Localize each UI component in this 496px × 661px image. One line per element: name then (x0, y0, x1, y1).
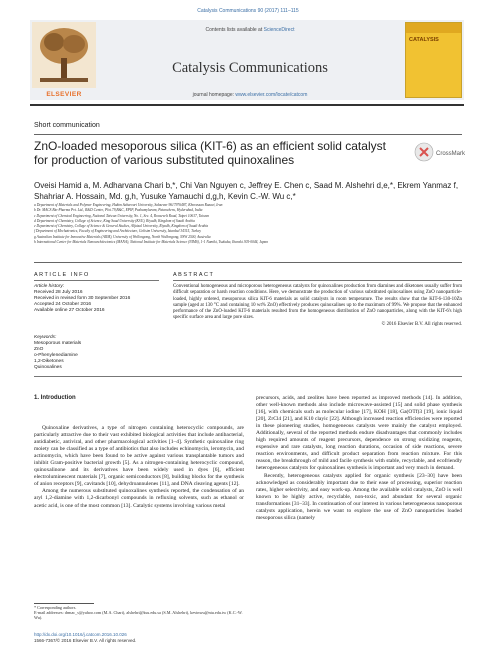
footnotes (34, 605, 244, 621)
keyword: o-Phenylenediamine (34, 353, 78, 358)
paragraph: Quinoxaline derivatives, a type of nitrogen containing heterocyclic compounds, are particularly attractive due to their vast exhibited biological activities that include antibacterial, antidiabetic, antiviral, and other pharmacological activities [1–4]. Synthetic quinoxaline ring moiety can be classified as a type of antibiotics that also includes echinomycin, leromycin, and actinomycin, which have been found to be active against various transplantable tumors and inhibit Gram-positive bacterial growth [5]. As a nitrogen-containing heterocyclic compound, quinoxalinone and its derivatives have been widely used in dyes [6], efficient electroluminescent materials [7], organic semiconductors [8], building blocks for the synthesis of anion receptors [9], cavitands [10], dehydroannulenes [11], and DNA cleaving agents [12]. (34, 425, 244, 488)
article-info-rule (34, 280, 159, 281)
issn-line: 1566-7367/© 2016 Elsevier B.V. All rights reserved. (34, 638, 137, 643)
abstract-text: Conventional homogeneous and microporous heterogeneous catalysts for quinoxalines production from diamines and diketones usually suffer from difficult separation or harsh reaction conditions. Here, we demonstrate the production of various substituted quinoxalines using ZnO nanoparticle-loaded, highly ordered, mesoporous silica KIT-6 materials as solid catalysts in room temperature. The results show that the KIT-6-130-10Zn sample (aged at 130 °C and containing 10 wt% ZnO) effectively produces quinoxalines up to the maximum of 99%. We propose that the enhanced performance of the ZnO-loaded KIT-6 materials resulted from the homogeneous distribution of ZnO nanoparticles, along with the KIT-6's high specific surface area and large pore sizes. (173, 284, 462, 321)
journal-title: Catalysis Communications (172, 60, 328, 76)
sciencedirect-link[interactable]: ScienceDirect (263, 27, 295, 33)
affiliation: h International Center for Materials Nanoarchitectonics (MANA), National Institute for Materials Science (NIMS), 1-1 Namiki, Tsukuba, Ibaraki 305-0044, Japan (34, 240, 268, 245)
cover-band (406, 23, 461, 33)
paragraph: Among the numerous substituted quinoxalines synthesis reported, the condensation of an aryl 1,2-diamine with 1,2-dicarbonyl compounds in refluxing solvents, such as ethanol or acetic acid, is one of the most common [13]. Catalytic systems involving various metal (34, 488, 244, 509)
affiliation: e Department of Chemistry, College of Science & General Studies, Alfaisal University, Riyadh, Kingdom of Saudi Arabia (34, 224, 209, 229)
right-column (256, 395, 462, 522)
keyword: 1,2-Diketones (34, 359, 64, 364)
article-info-heading: ARTICLE INFO (34, 272, 90, 278)
article-type: Short communication (34, 122, 100, 129)
affiliation-rule (34, 262, 462, 263)
received-date: Received 28 July 2016 (34, 290, 83, 295)
abstract-body (173, 284, 462, 328)
publisher-logo-text: ELSEVIER (46, 91, 82, 98)
paragraph: Recently, heterogeneous catalysts applied for organic synthesis [23–30] have been acknowledged as considerably important due to their ease of processing, superior reaction rates, higher selectivity, and easy work-up. Among the available solid catalysts, ZnO is well known to be highly active, recyclable, non-toxic, and abundant for several organic transformations [31–33]. In continuation of our interest in various heterogeneous nanoporous catalysts application, herein we want to explore the use of ZnO nanoparticles loaded mesoporous silica (namely (256, 472, 462, 521)
affiliations (34, 203, 464, 245)
doi-block (34, 632, 244, 644)
contents-prefix: Contents lists available at (205, 27, 264, 33)
article-history (34, 284, 164, 314)
history-label: Article history: (34, 284, 65, 289)
paragraph: precursors, acids, and zeolites have been reported as improved methods [14]. In addition, other well-known methods also include microwave-assisted [15] and solid phase synthesis [16], with chemicals such as molecular iodine [17], KOH [18], Ga(OTf)3 [19], ionic liquid [20], ZrCl4 [21], and K10 clayic [22]. Although increased reaction efficiencies were reported in these pioneering studies, homogeneous catalysts were mainly the catalyst employed. Additionally, several of the reported methods endure disadvantages that commonly includes high required amounts of reagent precursors, dependence on strong oxidizing reagents, expensive and rare catalysts, long reaction durations, occasion of side reactions, severe reaction environments, and difficult product separation from reaction mixture. For this reason, the breakthrough of mild and facile synthesis with stable, recyclable, and ecofriendly heterogeneous catalysts for quinoxalines synthesis is important and very much in demand. (256, 395, 462, 472)
online-date: Available online 27 October 2016 (34, 308, 105, 313)
accepted-date: Accepted 24 October 2016 (34, 302, 92, 307)
corresponding-note: * Corresponding authors. (34, 605, 77, 610)
copyright-notice: © 2016 Elsevier B.V. All rights reserved. (381, 321, 462, 327)
journal-citation[interactable]: Catalysis Communications 90 (2017) 111–115 (197, 8, 299, 14)
crossmark-icon[interactable] (414, 140, 466, 164)
left-column (34, 425, 244, 510)
keyword: Mesoporous materials (34, 341, 82, 346)
affiliation: c Department of Chemical Engineering, National Taiwan University, No. 1, Sec. 4, Roosevelt Road, Taipei 10617, Taiwan (34, 213, 210, 218)
article-title: ZnO-loaded mesoporous silica (KIT-6) as an efficient solid catalyst for production of various substituted quinoxalines (34, 139, 386, 167)
cover-title: CATALYSIS (409, 37, 439, 43)
email-addresses[interactable]: E-mail addresses: drmac_s@yahoo.com (M.A. Chari), alshehri@ksu.edu.sa (S.M. Alshehri), kevinwu@ntu.edu.tw (K.C.-W. Wu). (34, 610, 243, 621)
crossmark-label: CrossMark (436, 151, 466, 157)
footnote-rule (34, 603, 94, 604)
title-rule (34, 134, 462, 135)
revised-date: Received in revised form 30 September 2016 (34, 296, 131, 301)
doi-link[interactable]: http://dx.doi.org/10.1016/j.catcom.2016.10.026 (34, 632, 127, 637)
contents-line (110, 27, 390, 33)
keyword: Quinoxalines (34, 365, 62, 370)
keywords-label: Keywords: (34, 335, 57, 340)
journal-cover-thumbnail[interactable] (405, 22, 462, 98)
affiliation: a Department of Materials and Polymer Engineering, Hakim Sabzevari University, Sabzevar 9617976487, Khorassan Razavi, Iran (34, 203, 223, 207)
affiliation: d Department of Chemistry, College of Science, King Saud University (KSU), Riyadh, Kingdom of Saudi Arabia (34, 218, 195, 223)
affiliation: f Department of Mechatronics, Faculty of Engineering and Architecture, Gelisim University, Istanbul 34315, Turkey (34, 229, 201, 234)
elsevier-tree-logo (32, 22, 96, 96)
affiliation: g Australian Institute for Innovative Materials (AIIM), University of Wollongong, North Wollongong, NSW 2500, Australia (34, 234, 211, 239)
author-list: Oveisi Hamid a, M. Adharvana Chari b,*, Chi Van Nguyen c, Jeffrey E. Chen c, Saad M. Alshehri d,e,*, Ekrem Yanmaz f, Shahriar A. Hossain, Md. g,h, Yusuke Yamauchi d,g,h, Kevin C.-W. Wu c,* (34, 181, 459, 201)
keyword: ZnO (34, 347, 44, 352)
abstract-rule (173, 280, 462, 281)
affiliation: b Dr. MACS Bio-Pharma Pvt. Ltd., R&D Centre, Plot.79,B&C, EPIP, Pashamylaram, Patancheru, Hyderabad, India (34, 208, 203, 213)
abstract-heading: ABSTRACT (173, 272, 215, 278)
abstract-end-rule (34, 376, 462, 377)
homepage-link[interactable]: www.elsevier.com/locate/catcom (235, 92, 308, 98)
homepage-line (110, 92, 390, 98)
homepage-prefix: journal homepage: (192, 92, 236, 98)
section-heading-introduction: 1. Introduction (34, 395, 76, 401)
header-rule (30, 104, 464, 106)
keywords (34, 335, 164, 371)
